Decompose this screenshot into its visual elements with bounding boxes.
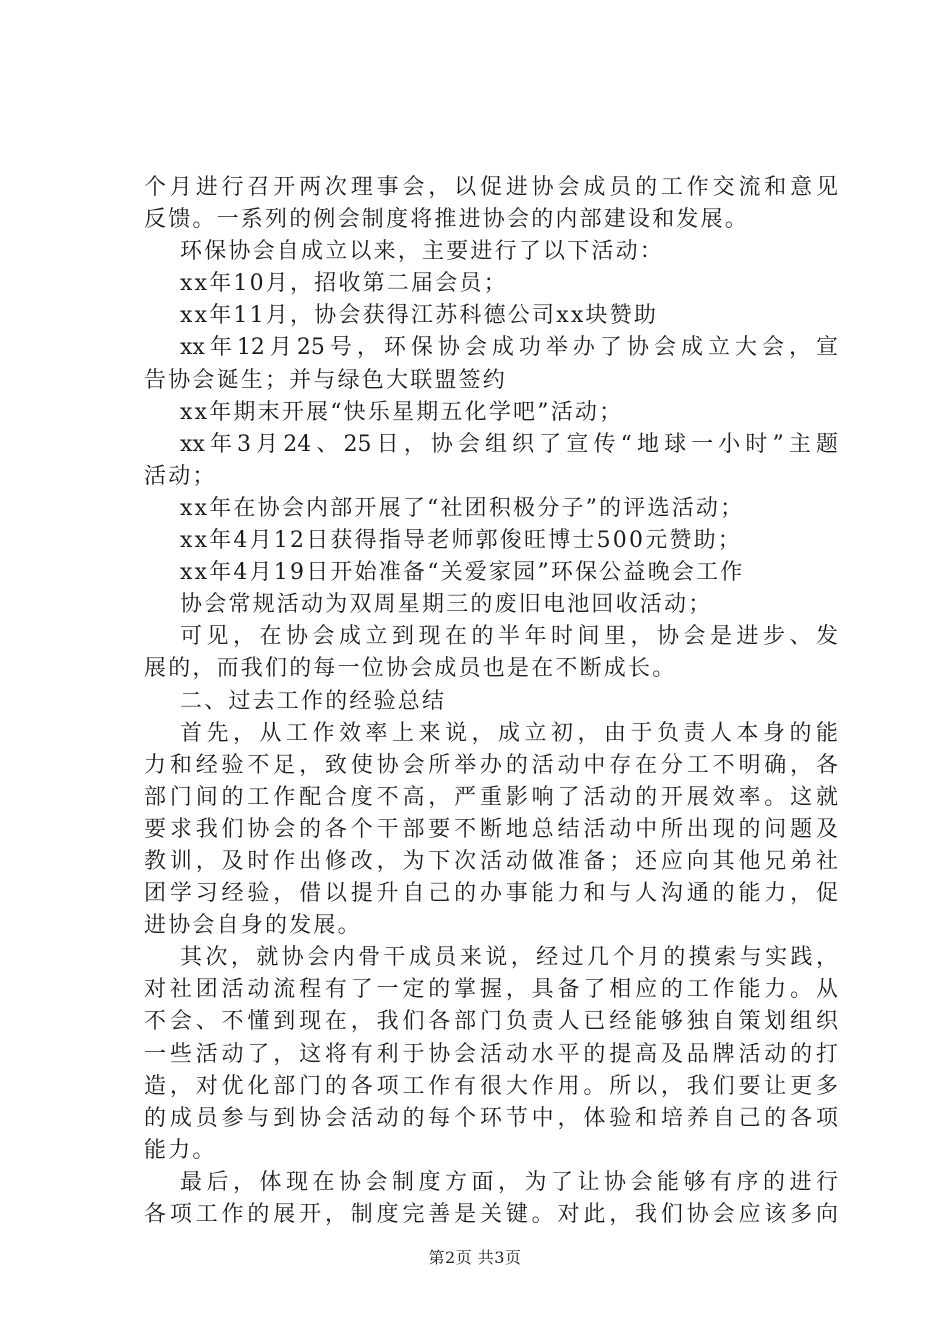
text-line: 个月进行召开两次理事会，以促进协会成员的工作交流和意见 [144, 175, 838, 200]
text-line: 的成员参与到协会活动的每个环节中，体验和培养自己的各项 [144, 1105, 838, 1131]
text-line: 展的，而我们的每一位协会成员也是在不断成长。 [144, 656, 677, 682]
text-line: 其次，就协会内骨干成员来说，经过几个月的摸索与实践， [180, 945, 838, 971]
document-body [144, 172, 838, 1231]
text-line: 对社团活动流程有了一定的掌握，具备了相应的工作能力。从 [144, 977, 838, 1003]
text-line: 可见，在协会成立到现在的半年时间里，协会是进步、发 [180, 624, 838, 650]
text-line: xx年4月19日开始准备“关爱家园”环保公益晚会工作 [180, 560, 745, 586]
text-line: xx年10月，招收第二届会员； [180, 271, 508, 297]
text-line: xx年4月12日获得指导老师郭俊旺博士500元赞助； [180, 528, 742, 554]
text-line: xx年3月24、25日，协会组织了宣传“地球一小时”主题 [180, 431, 838, 457]
text-line: xx年11月，协会获得江苏科德公司xx块赞助 [180, 303, 659, 329]
text-line: 一些活动了，这将有利于协会活动水平的提高及品牌活动的打 [144, 1041, 838, 1067]
text-line: 反馈。一系列的例会制度将推进协会的内部建设和发展。 [144, 207, 750, 233]
text-line: 部门间的工作配合度不高，严重影响了活动的开展效率。这就 [144, 784, 838, 810]
text-line: 最后，体现在协会制度方面，为了让协会能够有序的进行 [180, 1169, 838, 1195]
text-line: xx年期末开展“快乐星期五化学吧”活动； [180, 399, 624, 425]
text-line: 进协会自身的发展。 [144, 913, 362, 939]
text-line: 力和经验不足，致使协会所举办的活动中存在分工不明确，各 [144, 752, 838, 778]
text-line: 活动； [144, 463, 217, 489]
text-line: 告协会诞生；并与绿色大联盟签约 [144, 367, 508, 393]
text-line: 要求我们协会的各个干部要不断地总结活动中所出现的问题及 [144, 816, 838, 842]
text-line: 造，对优化部门的各项工作有很大作用。所以，我们要让更多 [144, 1073, 838, 1099]
page-footer: 第2页 共3页 [428, 1248, 522, 1267]
text-line: 团学习经验，借以提升自己的办事能力和与人沟通的能力，促 [144, 881, 838, 907]
text-line: xx年在协会内部开展了“社团积极分子”的评选活动； [180, 495, 745, 521]
text-line: 二、过去工作的经验总结 [180, 688, 447, 714]
text-line: 协会常规活动为双周星期三的废旧电池回收活动； [180, 592, 713, 618]
text-line: xx年12月25号，环保协会成功举办了协会成立大会，宣 [180, 335, 838, 361]
text-line: 教训，及时作出修改，为下次活动做准备；还应向其他兄弟社 [144, 848, 838, 874]
text-line: 环保协会自成立以来，主要进行了以下活动： [180, 239, 665, 265]
text-line: 能力。 [144, 1137, 217, 1163]
text-line: 首先，从工作效率上来说，成立初，由于负责人本身的能 [180, 720, 838, 746]
text-line: 不会、不懂到现在，我们各部门负责人已经能够独自策划组织 [144, 1009, 838, 1035]
text-line: 各项工作的展开，制度完善是关键。对此，我们协会应该多向 [144, 1202, 838, 1227]
